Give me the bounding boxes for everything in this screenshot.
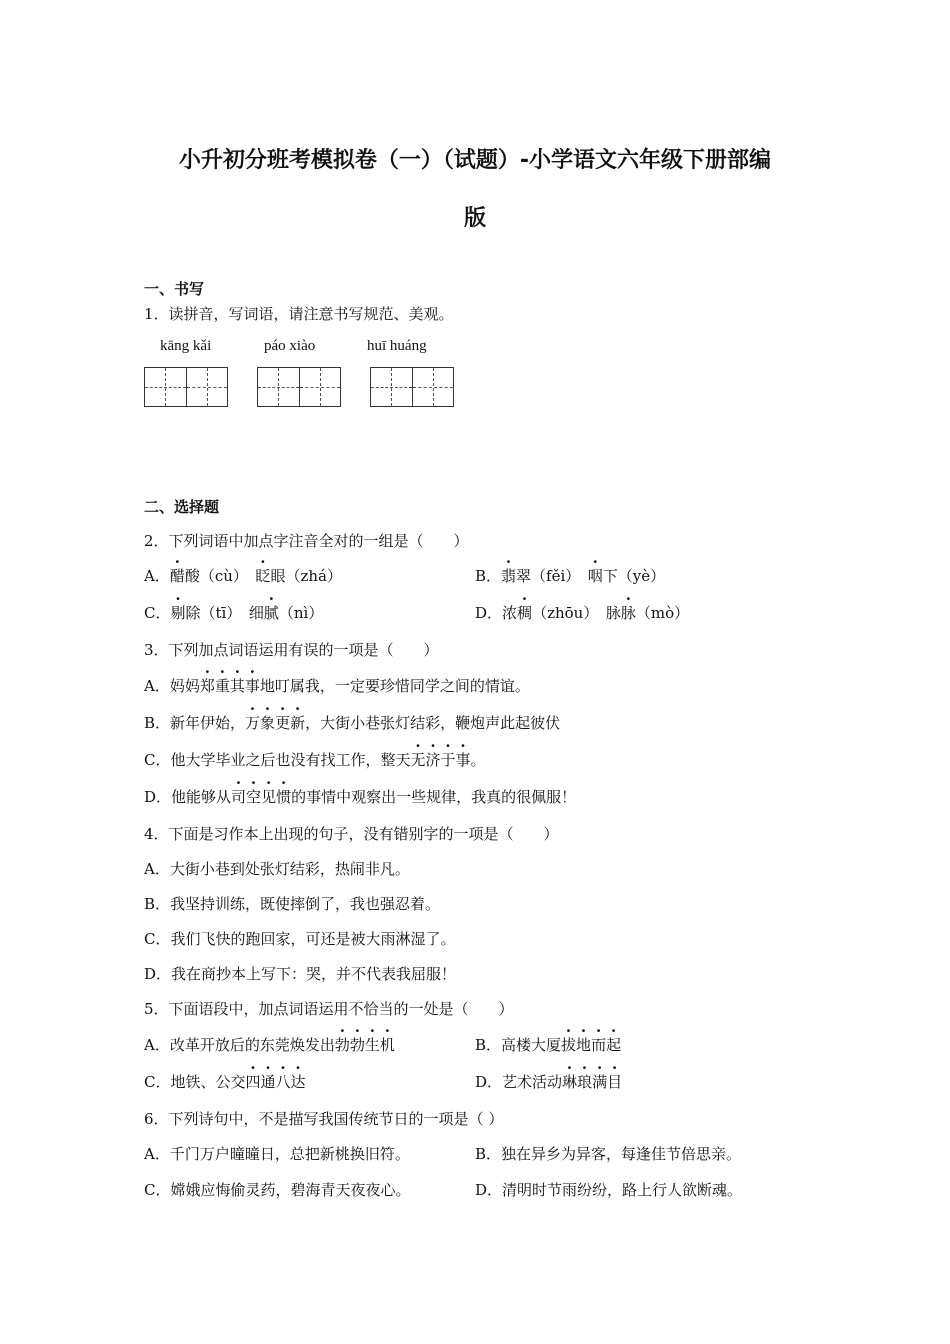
- dotted-char: 起: [606, 1036, 622, 1054]
- dotted-char: 无: [410, 751, 426, 769]
- dotted-char: 满: [592, 1073, 608, 1091]
- question-4-option-a[interactable]: A．大街小巷到处张灯结彩，热闹非凡。: [144, 860, 410, 878]
- option-text: 浓: [502, 604, 518, 622]
- dotted-char: 琅: [577, 1073, 593, 1091]
- dotted-char: 其: [229, 677, 245, 695]
- dotted-char: 见: [261, 788, 277, 806]
- dotted-char: 新: [290, 714, 306, 732]
- question-3-option-c[interactable]: [144, 749, 486, 770]
- option-text: 除（tī）: [185, 604, 249, 622]
- question-6-stem: 6．下列诗句中，不是描写我国传统节日的一项是（ ）: [144, 1110, 504, 1128]
- question-2-option-c[interactable]: [144, 602, 323, 623]
- dotted-char: 目: [607, 1073, 623, 1091]
- dotted-char: 重: [214, 677, 230, 695]
- dotted-char: 稠: [517, 604, 533, 622]
- dotted-char: 四: [245, 1073, 261, 1091]
- dotted-char: 郑: [199, 677, 215, 695]
- question-2-option-d[interactable]: [475, 602, 689, 623]
- dotted-word: [410, 751, 470, 769]
- dotted-char: 机: [379, 1036, 395, 1054]
- dotted-char: 勃: [349, 1036, 365, 1054]
- dotted-char: 地: [576, 1036, 592, 1054]
- question-2-stem: 2．下列词语中加点字注音全对的一组是（ ）: [144, 532, 469, 550]
- dotted-char: 拔: [561, 1036, 577, 1054]
- section-heading-choice: 二、选择题: [144, 498, 220, 516]
- section-heading-writing: 一、书写: [144, 280, 205, 298]
- option-text: 的事情中观察出一些规律，我真的很佩服！: [291, 788, 577, 806]
- option-text: C．他大学毕业之后也没有找工作，整天: [144, 751, 411, 769]
- question-5-option-d[interactable]: [475, 1071, 622, 1092]
- dotted-char: 翡: [501, 567, 517, 585]
- dotted-char: 万: [245, 714, 261, 732]
- option-text: B．新年伊始，: [144, 714, 246, 732]
- option-prefix: B．: [475, 567, 502, 585]
- dotted-char: 生: [364, 1036, 380, 1054]
- option-text: 酸（cù）: [184, 567, 256, 585]
- pinyin-2: páo xiào: [264, 338, 316, 354]
- dotted-char: 而: [591, 1036, 607, 1054]
- dotted-char: 空: [246, 788, 262, 806]
- dotted-char: 腻: [263, 604, 279, 622]
- dotted-word: [231, 788, 291, 806]
- dotted-char: 象: [260, 714, 276, 732]
- dotted-char: 八: [275, 1073, 291, 1091]
- option-text: 眼（zhá）: [270, 567, 342, 585]
- dotted-char: 眨: [255, 567, 271, 585]
- dotted-word: [335, 1036, 395, 1054]
- dotted-char: 事: [455, 751, 471, 769]
- option-text: 细: [248, 604, 264, 622]
- question-5-option-a[interactable]: [144, 1034, 395, 1055]
- dotted-word: [561, 1036, 621, 1054]
- question-6-option-d[interactable]: D．清明时节雨纷纷，路上行人欲断魂。: [475, 1181, 743, 1199]
- question-6-option-c[interactable]: C．嫦娥应悔偷灵药，碧海青天夜夜心。: [144, 1181, 411, 1199]
- dotted-word: [245, 714, 305, 732]
- question-5-option-c[interactable]: [144, 1071, 306, 1092]
- pinyin-1: kāng kǎi: [160, 338, 212, 354]
- option-text: 地叮属我，一定要珍惜同学之间的情谊。: [259, 677, 530, 695]
- writing-grid-1[interactable]: [144, 367, 228, 407]
- question-4-option-d[interactable]: D．我在商抄本上写下：哭，并不代表我屈服！: [144, 965, 457, 983]
- dotted-word: [562, 1073, 622, 1091]
- question-3-stem: 3．下列加点词语运用有误的一项是（ ）: [144, 641, 439, 659]
- dotted-char: 济: [425, 751, 441, 769]
- option-prefix: C．: [144, 604, 171, 622]
- dotted-char: 通: [260, 1073, 276, 1091]
- option-prefix: A．: [144, 567, 170, 585]
- pinyin-3: huī huáng: [367, 338, 427, 354]
- question-3-option-b[interactable]: [144, 712, 560, 733]
- page-title: [100, 132, 850, 248]
- option-text: A．妈妈: [144, 677, 200, 695]
- dotted-char: 咽: [587, 567, 603, 585]
- question-4-stem: 4．下面是习作本上出现的句子，没有错别字的一项是（ ）: [144, 825, 559, 843]
- option-text: A．改革开放后的东莞焕发出: [144, 1036, 335, 1054]
- dotted-char: 醋: [169, 567, 185, 585]
- dotted-char: 达: [290, 1073, 306, 1091]
- question-2-option-b[interactable]: [475, 565, 665, 586]
- dotted-char: 剔: [170, 604, 186, 622]
- option-text: C．地铁、公交: [144, 1073, 246, 1091]
- option-text: D．他能够从: [144, 788, 232, 806]
- option-text: 脉: [605, 604, 621, 622]
- option-text: （nì）: [278, 604, 324, 622]
- dotted-char: 脉: [620, 604, 636, 622]
- dotted-char: 于: [440, 751, 456, 769]
- question-5-stem: 5．下面语段中，加点词语运用不恰当的一处是（ ）: [144, 1000, 514, 1018]
- option-text: ，大街小巷张灯结彩，鞭炮声此起彼伏: [305, 714, 561, 732]
- title-line-2: 版: [463, 206, 486, 231]
- writing-grid-3[interactable]: [370, 367, 454, 407]
- dotted-char: 惯: [276, 788, 292, 806]
- option-text: （mò）: [635, 604, 690, 622]
- question-4-option-c[interactable]: C．我们飞快的跑回家，可还是被大雨淋湿了。: [144, 930, 456, 948]
- option-text: 下（yè）: [602, 567, 666, 585]
- dotted-char: 更: [275, 714, 291, 732]
- question-6-option-a[interactable]: A．千门万户曈曈日，总把新桃换旧符。: [144, 1145, 410, 1163]
- question-3-option-d[interactable]: [144, 786, 576, 807]
- question-6-option-b[interactable]: B．独在异乡为异客，每逢佳节倍思亲。: [475, 1145, 742, 1163]
- option-text: 。: [470, 751, 486, 769]
- dotted-word: [245, 1073, 305, 1091]
- question-2-option-a[interactable]: [144, 565, 342, 586]
- dotted-char: 琳: [562, 1073, 578, 1091]
- dotted-char: 事: [244, 677, 260, 695]
- option-text: （zhōu）: [532, 604, 606, 622]
- option-text: 翠（fěi）: [516, 567, 588, 585]
- dotted-word: [200, 677, 260, 695]
- question-1-stem: 1．读拼音，写词语，请注意书写规范、美观。: [144, 305, 454, 323]
- dotted-char: 司: [231, 788, 247, 806]
- option-text: D．艺术活动: [475, 1073, 563, 1091]
- question-4-option-b[interactable]: B．我坚持训练，既使摔倒了，我也强忍着。: [144, 895, 441, 913]
- option-prefix: D．: [475, 604, 503, 622]
- title-line-1: 小升初分班考模拟卷（一）（试题）-小学语文六年级下册部编: [178, 148, 772, 173]
- option-text: B．高楼大厦: [475, 1036, 562, 1054]
- question-5-option-b[interactable]: [475, 1034, 621, 1055]
- dotted-char: 勃: [334, 1036, 350, 1054]
- question-3-option-a[interactable]: [144, 675, 530, 696]
- writing-grid-2[interactable]: [257, 367, 341, 407]
